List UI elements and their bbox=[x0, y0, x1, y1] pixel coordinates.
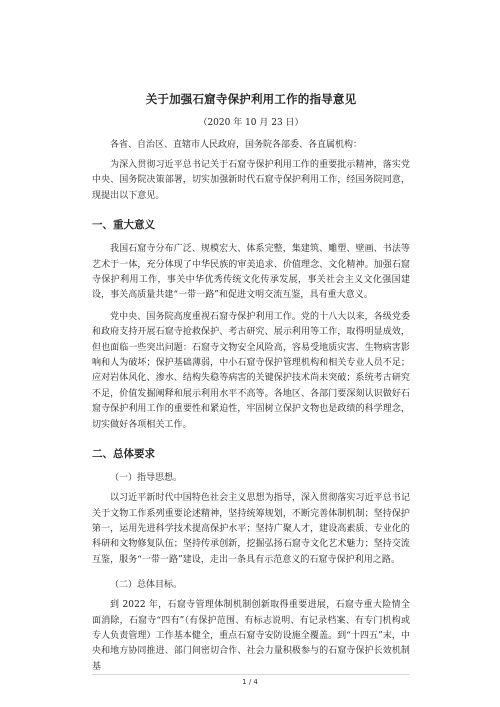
page-number: 1 / 4 bbox=[242, 678, 258, 686]
subheading-guiding-ideology: （一）指导思想。 bbox=[110, 473, 183, 484]
intro-paragraph: 为深入贯彻习近平总书记关于石窟寺保护利用工作的重要批示精神，落实党中央、国务院决策部署，切实加强新时代石窟寺保护利用工作，经国务院同意，现提出以下意见。 bbox=[92, 160, 410, 201]
document-title: 关于加强石窟寺保护利用工作的指导意见 bbox=[145, 92, 357, 106]
section-heading-general-requirements: 二、总体要求 bbox=[92, 448, 155, 461]
addressee-line: 各省、自治区、直辖市人民政府，国务院各部委、各直属机构： bbox=[110, 140, 363, 150]
significance-paragraph-2: 党中央、国务院高度重视石窟寺保护利用工作。党的十八大以来，各级党委和政府支持开展石窟寺抢救保护、考古研究、展示利用等工作，取得明显成效，但也面临一些突出问题：石窟寺文物安全风险高，容易受地质灾害、生物病害影响和人为破坏；保护基础薄弱，中小石窟寺保护管理机构和相关专业人员不足；应对岩体风化、渗水、结构失稳等病害的关键保护技术尚未突破；系统考古研究不足，价值发掘阐释和展示利用水平不高等。各地区、各部门要深刻认识做好石窟寺保护利用工作的重要性和紧迫性，牢固树立保护文物也是政绩的科学理念，切实做好各项相关工作。 bbox=[92, 311, 410, 430]
significance-paragraph-1: 我国石窟寺分布广泛、规模宏大、体系完整，集建筑、雕塑、壁画、书法等艺术于一体，充分体现了中华民族的审美追求、价值理念、文化精神。加强石窟寺保护利用工作，事关中华优秀传统文化传承发展，事关社会主义文化强国建设，事关高质量共建“一带一路”和促进文明交流互鉴，具有重大意义。 bbox=[92, 244, 410, 301]
subheading-overall-goals: （二）总体目标。 bbox=[110, 580, 183, 591]
section-heading-significance: 一、重大意义 bbox=[92, 219, 155, 232]
document-body bbox=[92, 91, 410, 681]
document-date: （2020 年 10 月 23 日） bbox=[198, 118, 304, 128]
footer-divider bbox=[92, 674, 410, 675]
guiding-ideology-paragraph: 以习近平新时代中国特色社会主义思想为指导，深入贯彻落实习近平总书记关于文物工作系列重要论述精神，坚持统筹规划，不断完善体制机制；坚持保护第一，运用先进科学技术提高保护水平；坚持广聚人才，建设高素质、专业化的科研和文物修复队伍；坚持传承创新，挖掘弘扬石窟寺文化艺术魅力；坚持交流互鉴，服务“一带一路”建设，走出一条具有示范意义的石窟寺保护利用之路。 bbox=[92, 493, 410, 565]
overall-goals-paragraph: 到 2022 年，石窟寺管理体制机制创新取得重要进展，石窟寺重大险情全面消除，石窟寺“四有”（有保护范围、有标志说明、有记录档案、有专门机构或专人负责管理）工作基本健全，重点石窟寺安防设施全覆盖。到“十四五”末，中央和地方协同推进、部门间密切合作、社会力量积极参与的石窟寺保护长效机制基 bbox=[92, 600, 410, 672]
